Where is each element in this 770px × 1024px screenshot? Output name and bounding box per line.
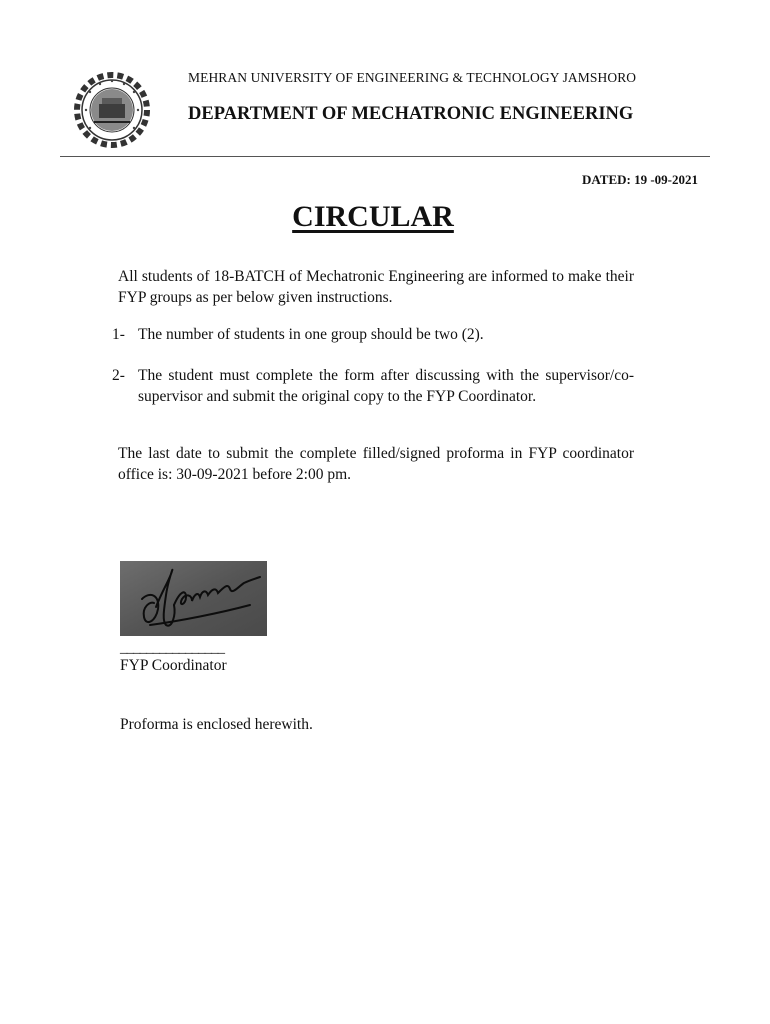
- signature-line: ________________: [120, 640, 224, 656]
- instruction-number: 2-: [112, 367, 125, 384]
- instruction-text: The student must complete the form after discussing with the supervisor/co-supervisor and submit the original copy to the FYP Coordinator.: [138, 367, 634, 405]
- handwritten-signature: [120, 561, 267, 636]
- instruction-item: [112, 365, 634, 407]
- instruction-text: The number of students in one group should be two (2).: [138, 326, 484, 343]
- enclosure-note: Proforma is enclosed herewith.: [120, 716, 313, 733]
- header-divider: [60, 156, 710, 157]
- university-seal-logo: [72, 70, 152, 150]
- intro-paragraph: All students of 18-BATCH of Mechatronic Engineering are informed to make their FYP groups as per below given instructions.: [118, 268, 634, 306]
- department-name: DEPARTMENT OF MECHATRONIC ENGINEERING: [188, 104, 634, 124]
- dated-line: DATED: 19 -09-2021: [581, 172, 698, 187]
- instruction-number: 1-: [112, 326, 125, 343]
- instruction-item: [112, 324, 634, 345]
- university-name: MEHRAN UNIVERSITY OF ENGINEERING & TECHNOLOGY JAMSHORO: [188, 70, 637, 85]
- document-title: CIRCULAR: [292, 200, 454, 233]
- last-date-paragraph: The last date to submit the complete filled/signed proforma in FYP coordinator office is: 30-09-2021 before 2:00 pm.: [118, 445, 634, 483]
- signatory-title: FYP Coordinator: [120, 657, 227, 674]
